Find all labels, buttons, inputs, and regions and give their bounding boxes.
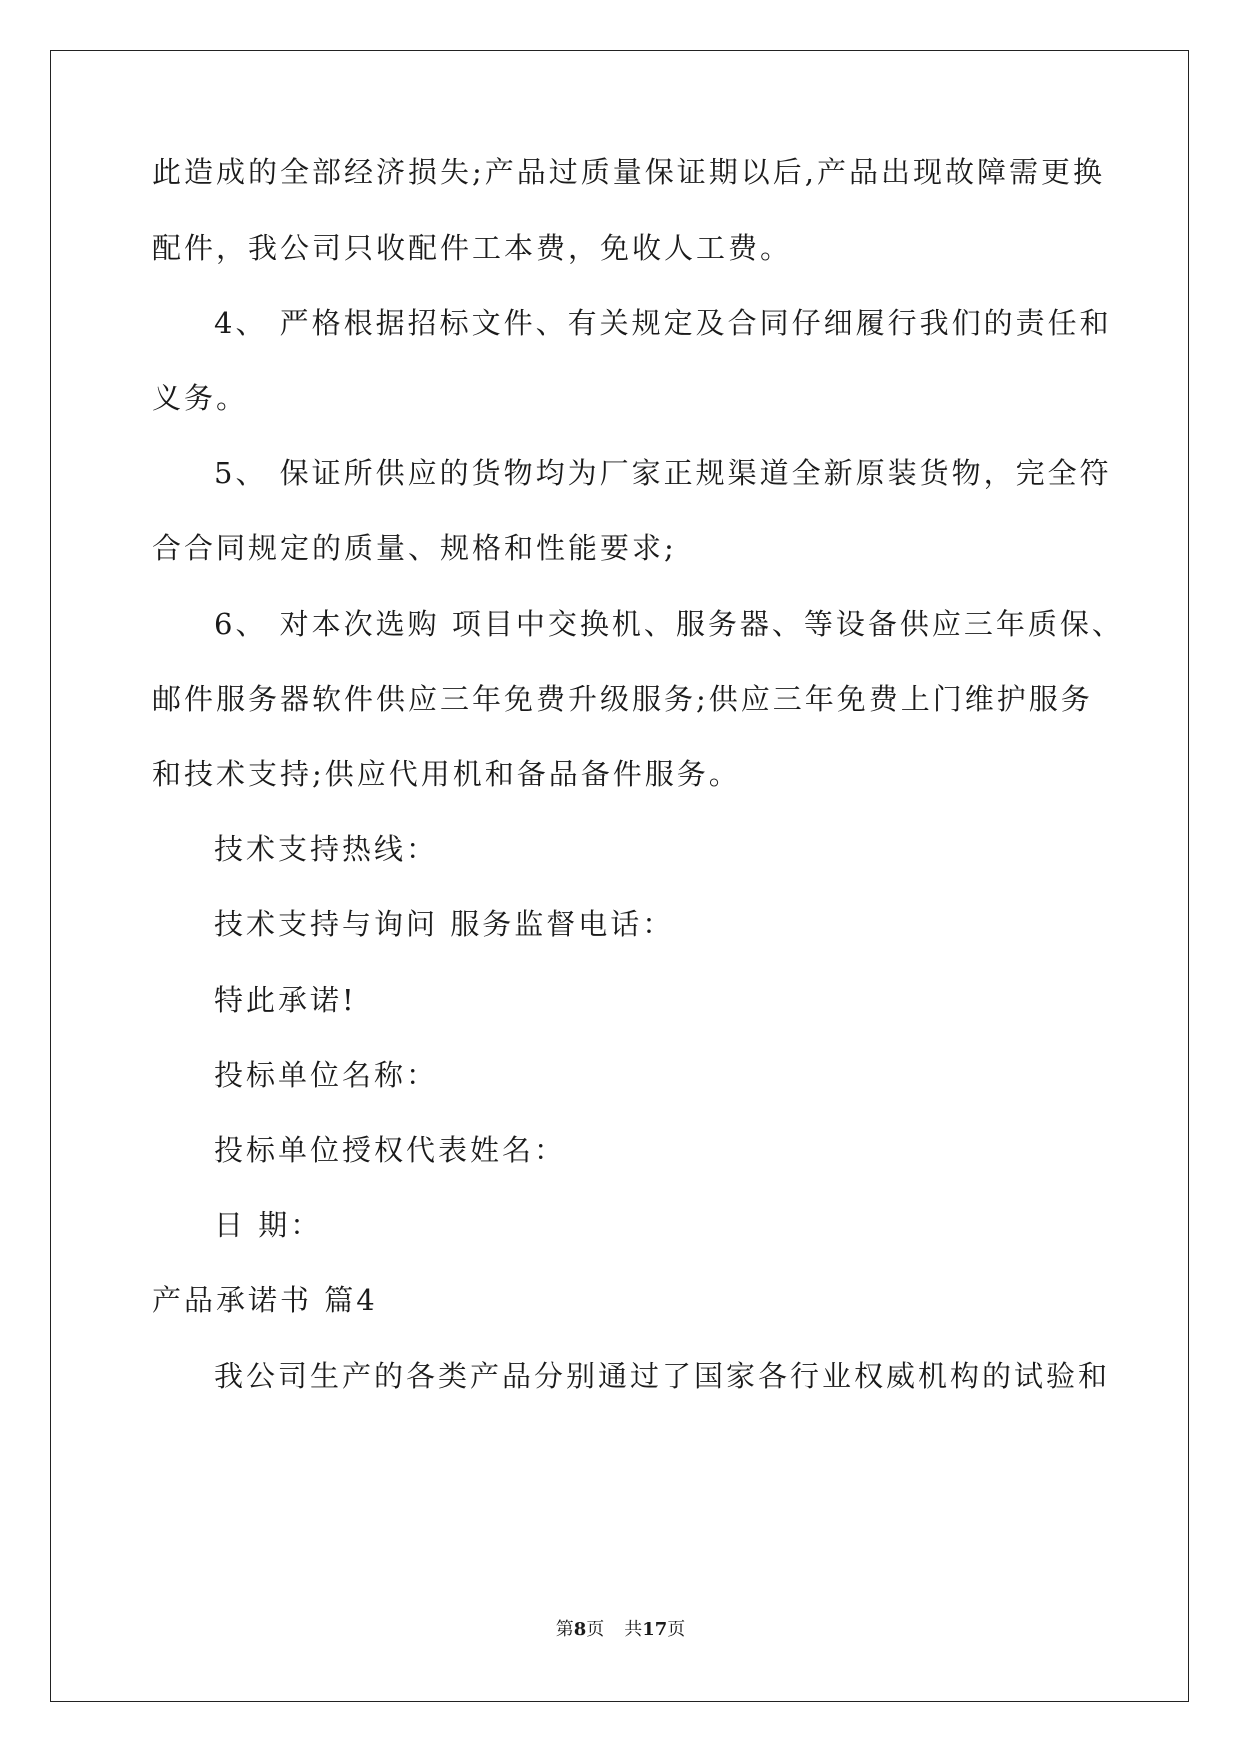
text-line-11: 技术支持与询问 服务监督电话： — [214, 907, 675, 941]
footer-prefix: 第 — [555, 1619, 574, 1640]
footer-total-prefix: 共 — [624, 1619, 643, 1640]
text-line-10: 技术支持热线： — [214, 832, 439, 866]
text-line-15: 日 期： — [214, 1208, 323, 1242]
footer-total-pages: 17 — [642, 1619, 668, 1640]
text-line-9: 和技术支持;供应代用机和备品备件服务。 — [152, 757, 741, 791]
text-line-3: 4、 严格根据招标文件、有关规定及合同仔细履行我们的责任和 — [214, 306, 1112, 340]
text-line-1: 此造成的全部经济损失;产品过质量保证期以后,产品出现故障需更换 — [152, 155, 1105, 189]
footer-page-number: 8 — [573, 1619, 587, 1640]
text-line-4: 义务。 — [152, 381, 249, 415]
text-line-6: 合合同规定的质量、规格和性能要求; — [152, 531, 677, 565]
text-line-8: 邮件服务器软件供应三年免费升级服务;供应三年免费上门维护服务 — [152, 682, 1093, 716]
text-line-2: 配件，我公司只收配件工本费，免收人工费。 — [152, 231, 793, 265]
text-line-17: 我公司生产的各类产品分别通过了国家各行业权威机构的试验和 — [214, 1359, 1111, 1393]
section-heading: 产品承诺书 篇4 — [152, 1283, 378, 1317]
text-line-14: 投标单位授权代表姓名： — [214, 1133, 567, 1167]
footer-total-suffix: 页 — [667, 1619, 686, 1640]
text-line-13: 投标单位名称： — [214, 1058, 439, 1092]
text-line-7: 6、 对本次选购 项目中交换机、服务器、等设备供应三年质保、 — [214, 607, 1124, 641]
footer-page-suffix: 页 — [586, 1619, 605, 1640]
text-line-5: 5、 保证所供应的货物均为厂家正规渠道全新原装货物，完全符 — [214, 456, 1112, 490]
page-border — [50, 50, 1189, 1702]
text-line-12: 特此承诺! — [214, 983, 357, 1017]
page-footer — [0, 1618, 1241, 1642]
